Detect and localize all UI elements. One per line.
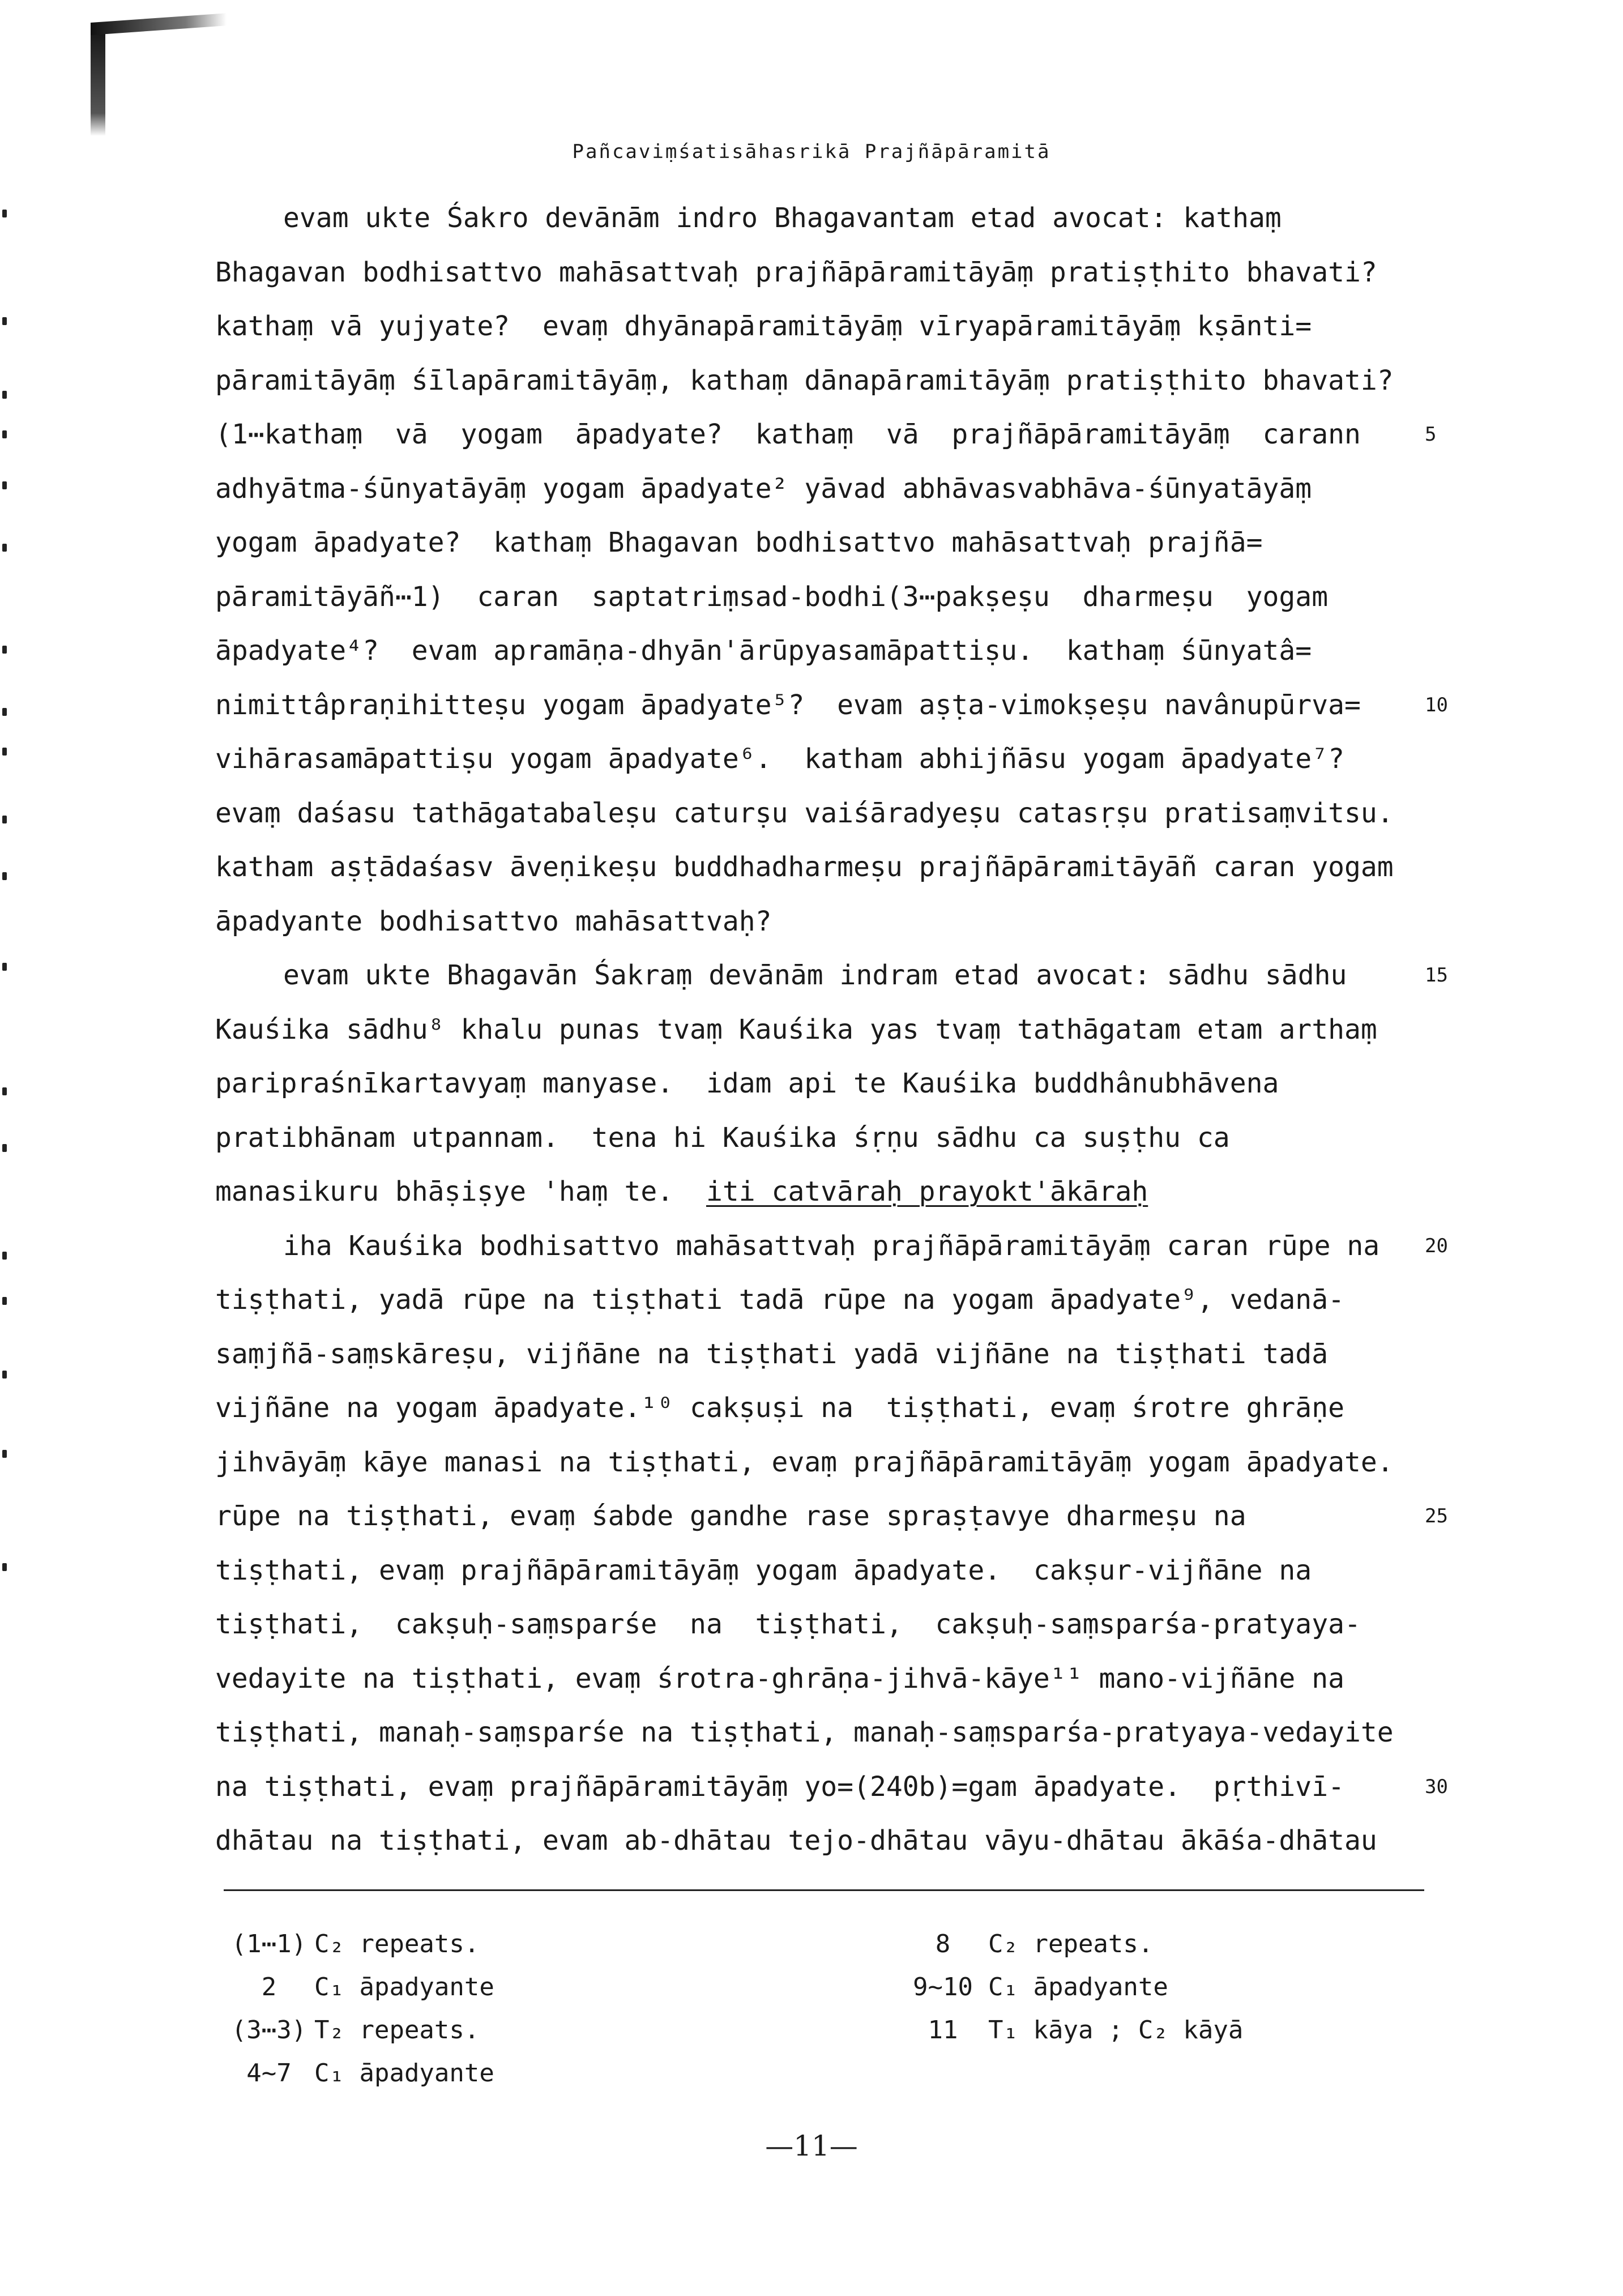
text-line-content: dhātau na tiṣṭhati, evam ab-dhātau tejo-dhātau vāyu-dhātau ākāśa-dhātau	[215, 1825, 1377, 1857]
text-line	[215, 1770, 1421, 1804]
scan-edge-mark	[2, 1252, 7, 1260]
text-line	[283, 1229, 1421, 1263]
footnote-rule	[224, 1889, 1424, 1891]
text-line	[215, 309, 1421, 343]
scan-edge-mark	[2, 481, 7, 489]
text-line-content: jihvāyāṃ kāye manasi na tiṣṭhati, evaṃ prajñāpāramitāyāṃ yogam āpadyate.	[215, 1446, 1394, 1478]
text-line	[283, 201, 1421, 235]
text-line	[215, 1337, 1421, 1371]
footnote-key: 4~7	[246, 2059, 292, 2088]
text-line	[215, 1283, 1421, 1317]
scan-edge-mark	[2, 1297, 7, 1305]
text-line	[215, 1715, 1421, 1749]
line-number: 10	[1425, 694, 1448, 716]
text-line	[215, 580, 1421, 614]
text-line	[215, 1607, 1421, 1641]
text-line-content: tiṣṭhati, manaḥ-saṃsparśe na tiṣṭhati, manaḥ-saṃsparśa-pratyaya-vedayite	[215, 1717, 1394, 1748]
text-line-content: na tiṣṭhati, evaṃ prajñāpāramitāyāṃ yo=(240b)=gam āpadyate. pṛthivī-	[215, 1771, 1344, 1803]
text-line	[215, 1391, 1421, 1425]
text-line	[215, 1445, 1421, 1479]
scan-edge-mark	[2, 391, 7, 399]
footnote	[224, 2058, 494, 2089]
page-number: —11—	[765, 2129, 858, 2162]
text-line	[215, 1013, 1421, 1047]
text-line	[215, 526, 1421, 560]
text-line	[215, 1824, 1421, 1858]
footnote	[224, 1928, 479, 1960]
footnote-text: C₂ repeats.	[988, 1930, 1154, 1958]
text-line-content: tiṣṭhati, yadā rūpe na tiṣṭhati tadā rūpe na yogam āpadyate⁹, vedanā-	[215, 1284, 1344, 1316]
line-number: 25	[1425, 1505, 1448, 1527]
text-line-content: pāramitāyāñ⋯1) caran saptatriṃsad-bodhi(3⋯pakṣeṣu dharmeṣu yogam	[215, 581, 1329, 613]
text-line-content: vihārasamāpattiṣu yogam āpadyate⁶. katham abhijñāsu yogam āpadyate⁷?	[215, 743, 1344, 775]
text-line-content: pratibhānam utpannam. tena hi Kauśika śṛṇu sādhu ca suṣṭhu ca	[215, 1122, 1230, 1154]
text-line	[215, 472, 1421, 506]
line-number: 30	[1425, 1776, 1448, 1798]
scan-edge-mark	[2, 210, 7, 217]
text-line-content: evam ukte Bhagavān Śakraṃ devānām indram etad avocat: sādhu sādhu	[283, 959, 1347, 991]
text-line-content: evaṃ daśasu tathāgatabaleṣu caturṣu vaiśāradyeṣu catasṛṣu pratisaṃvitsu.	[215, 797, 1394, 829]
text-line	[215, 688, 1421, 722]
text-line-content: kathaṃ vā yujyate? evaṃ dhyānapāramitāyāṃ vīryapāramitāyāṃ kṣānti=	[215, 310, 1312, 342]
footnote-text: C₁ āpadyante	[314, 1973, 494, 2001]
footnote-text: C₁ āpadyante	[314, 2059, 494, 2088]
footnote-key: 11	[928, 2016, 958, 2045]
text-line	[215, 255, 1421, 289]
scan-edge-mark	[2, 963, 7, 971]
scan-edge-mark	[2, 430, 7, 438]
running-header: Pañcaviṃśatisāhasrikā Prajñāpāramitā	[572, 140, 1051, 163]
text-line-content: iha Kauśika bodhisattvo mahāsattvaḥ prajñāpāramitāyāṃ caran rūpe na	[283, 1230, 1380, 1262]
scan-edge-mark	[2, 872, 7, 880]
scan-edge-mark	[2, 1450, 7, 1458]
footnote-key: 8	[935, 1930, 951, 1958]
text-line-content: āpadyante bodhisattvo mahāsattvaḥ?	[215, 906, 772, 937]
footnote-text: T₂ repeats.	[314, 2016, 480, 2045]
footnote-text: T₁ kāya ; C₂ kāyā	[988, 2016, 1244, 2045]
text-line-content: manasikuru bhāṣiṣye 'haṃ te.	[215, 1176, 706, 1207]
text-line	[215, 634, 1421, 668]
footnote-text: C₁ āpadyante	[988, 1973, 1168, 2001]
text-line-content: pāramitāyāṃ śīlapāramitāyāṃ, kathaṃ dānapāramitāyāṃ pratiṣṭhito bhavati?	[215, 365, 1394, 396]
text-line-content: vedayite na tiṣṭhati, evaṃ śrotra-ghrāṇa-jihvā-kāye¹¹ mano-vijñāne na	[215, 1663, 1344, 1695]
footnote	[224, 1971, 494, 2003]
scan-edge-mark	[2, 646, 7, 654]
scan-edge-mark	[2, 544, 7, 552]
footnote	[898, 1971, 1168, 2003]
text-line	[215, 850, 1421, 884]
text-line-content: rūpe na tiṣṭhati, evaṃ śabde gandhe rase spraṣṭavye dharmeṣu na	[215, 1500, 1246, 1532]
text-line-content: vijñāne na yogam āpadyate.¹⁰ cakṣuṣi na tiṣṭhati, evaṃ śrotre ghrāṇe	[215, 1392, 1344, 1424]
text-line	[215, 904, 1421, 938]
footnote	[898, 2015, 1243, 2046]
text-line-content: katham aṣṭādaśasv āveṇikeṣu buddhadharmeṣu prajñāpāramitāyāñ caran yogam	[215, 851, 1394, 883]
text-line	[215, 417, 1421, 451]
footnote-key: 2	[261, 1973, 277, 2001]
text-line-content: evam ukte Śakro devānām indro Bhagavantam etad avocat: kathaṃ	[283, 202, 1282, 234]
scan-edge-mark	[2, 1144, 7, 1152]
text-line	[215, 1066, 1421, 1100]
line-number: 5	[1425, 423, 1437, 446]
scan-edge-mark	[2, 1563, 7, 1571]
text-line-content: yogam āpadyate? kathaṃ Bhagavan bodhisattvo mahāsattvaḥ prajñā=	[215, 527, 1263, 558]
scan-corner-mark-top	[91, 13, 227, 35]
footnote	[224, 2015, 479, 2046]
text-line	[215, 1121, 1421, 1155]
text-line-content: Kauśika sādhu⁸ khalu punas tvaṃ Kauśika yas tvaṃ tathāgatam etam arthaṃ	[215, 1014, 1377, 1045]
text-line-content: tiṣṭhati, evaṃ prajñāpāramitāyāṃ yogam āpadyate. cakṣur-vijñāne na	[215, 1555, 1312, 1586]
line-number: 20	[1425, 1235, 1448, 1257]
text-line	[215, 796, 1421, 830]
text-line	[215, 1662, 1421, 1696]
scan-edge-mark	[2, 748, 7, 756]
text-line-content: tiṣṭhati, cakṣuḥ-saṃsparśe na tiṣṭhati, cakṣuḥ-saṃsparśa-pratyaya-	[215, 1608, 1361, 1640]
text-line-content: saṃjñā-saṃskāreṣu, vijñāne na tiṣṭhati yadā vijñāne na tiṣṭhati tadā	[215, 1338, 1329, 1370]
scan-edge-mark	[2, 1371, 7, 1379]
text-line-content: (1⋯kathaṃ vā yogam āpadyate? kathaṃ vā prajñāpāramitāyāṃ carann	[215, 419, 1361, 450]
scan-edge-mark	[2, 708, 7, 716]
scan-edge-mark	[2, 317, 7, 325]
scan-edge-mark	[2, 816, 7, 823]
text-line	[215, 1499, 1421, 1533]
footnote	[898, 1928, 1153, 1960]
text-line-content: āpadyate⁴? evam apramāṇa-dhyān'ārūpyasamāpattiṣu. kathaṃ śūnyatâ=	[215, 635, 1312, 667]
text-line	[215, 1175, 1421, 1209]
text-line	[215, 742, 1421, 776]
text-line-content: Bhagavan bodhisattvo mahāsattvaḥ prajñāpāramitāyāṃ pratiṣṭhito bhavati?	[215, 257, 1377, 288]
footnote-key: (1⋯1)	[231, 1930, 307, 1958]
scan-edge-mark	[2, 1087, 7, 1095]
text-line-content: nimittâpraṇihitteṣu yogam āpadyate⁵? evam aṣṭa-vimokṣeṣu navânupūrva=	[215, 689, 1361, 721]
text-line-content: paripraśnīkartavyaṃ manyase. idam api te Kauśika buddhânubhāvena	[215, 1068, 1279, 1099]
text-line-content: adhyātma-śūnyatāyāṃ yogam āpadyate² yāvad abhāvasvabhāva-śūnyatāyāṃ	[215, 473, 1312, 505]
footnote-key: (3⋯3)	[231, 2016, 307, 2045]
footnote-key: 9~10	[913, 1973, 973, 2001]
text-line	[215, 1554, 1421, 1587]
footnote-text: C₂ repeats.	[314, 1930, 480, 1958]
text-line	[215, 364, 1421, 398]
text-line	[283, 958, 1421, 992]
underlined-phrase: iti catvāraḥ prayokt'ākāraḥ	[706, 1176, 1148, 1207]
scan-corner-mark	[91, 23, 105, 136]
line-number: 15	[1425, 964, 1448, 987]
